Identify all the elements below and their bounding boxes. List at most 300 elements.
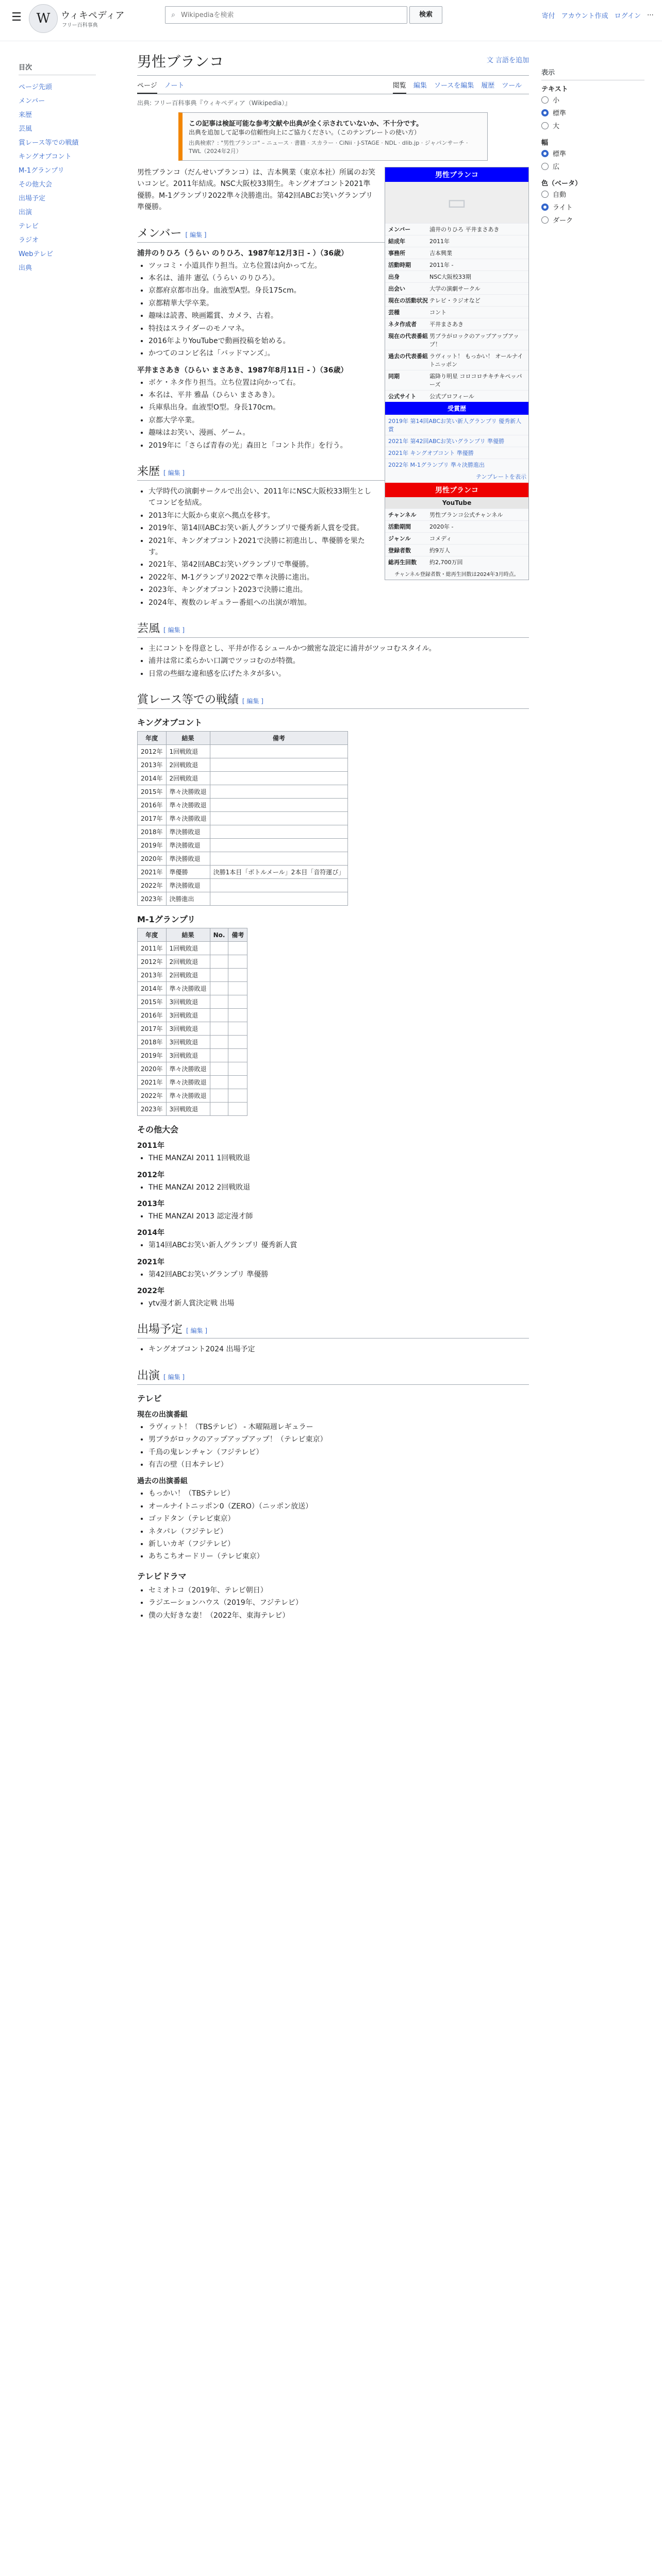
list-item: • 兵庫県出身。血液型O型。身長170cm。 — [148, 402, 529, 413]
award-item[interactable]: 2019年 第14回ABCお笑い新人グランプリ 優秀新人賞 — [385, 415, 528, 435]
awards-header: 受賞歴 — [385, 402, 528, 415]
infobox-value: テレビ・ラジオなど — [429, 297, 481, 304]
search-input[interactable] — [181, 11, 407, 19]
infobox-row — [385, 223, 528, 235]
infobox-row — [385, 294, 528, 306]
table-cell — [210, 839, 348, 852]
other-list — [148, 1298, 529, 1309]
table-cell — [228, 969, 247, 982]
list-item: • 京都大学卒業。 — [148, 415, 529, 426]
table-cell: 2016年 — [138, 1009, 167, 1022]
infobox-key: メンバー — [388, 226, 411, 233]
table-row — [138, 1009, 247, 1022]
login-link[interactable]: ログイン — [614, 12, 641, 20]
table-cell — [210, 825, 348, 839]
infobox-value: 大学の演劇サークル — [429, 285, 481, 292]
wikipedia-logo-icon[interactable]: W — [29, 4, 58, 33]
tv-current-heading: 現在の出演番組 — [137, 1410, 188, 1419]
toc-sidebar — [19, 62, 96, 274]
table-row — [138, 1103, 247, 1116]
toc-item[interactable]: ラジオ — [19, 236, 39, 244]
youtube-value: 2020年 - — [429, 523, 454, 530]
table-row — [138, 892, 348, 906]
option-label: 自動 — [553, 191, 567, 199]
table-cell — [228, 1103, 247, 1116]
drama-list — [148, 1585, 529, 1621]
tv-current-list — [148, 1421, 529, 1471]
table-row — [138, 955, 247, 969]
infobox-row — [385, 306, 528, 318]
table-row — [138, 1062, 247, 1076]
appearance-option[interactable] — [541, 106, 644, 119]
appearance-option[interactable] — [541, 93, 644, 106]
toc-item[interactable]: 出演 — [19, 209, 32, 216]
table-cell — [210, 892, 348, 906]
table-cell: 3回戦敗退 — [166, 1009, 210, 1022]
section-other: その他大会 — [137, 1125, 179, 1135]
toc-item[interactable]: 出典 — [19, 264, 32, 272]
table-cell: 2020年 — [138, 1062, 167, 1076]
text-size-label: テキスト — [541, 86, 568, 93]
upcoming-list — [148, 1344, 529, 1355]
list-item: • 2021年、第42回ABCお笑いグランプリで準優勝。 — [148, 559, 529, 570]
table-cell: 2021年 — [138, 866, 167, 879]
table-cell: 2回戦敗退 — [166, 772, 210, 785]
table-cell: 3回戦敗退 — [166, 1049, 210, 1062]
section-m1: M-1グランプリ — [137, 914, 196, 925]
other-contests — [137, 1140, 529, 1309]
toc-item[interactable]: 出場予定 — [19, 195, 46, 202]
infobox-key: 事務所 — [388, 250, 405, 257]
table-row — [138, 758, 348, 772]
search-button[interactable]: 検索 — [409, 6, 442, 24]
table-cell: 1回戦敗退 — [166, 942, 210, 955]
table-cell — [210, 758, 348, 772]
option-label: 小 — [553, 97, 560, 105]
infobox-row — [385, 318, 528, 330]
infobox-row — [385, 259, 528, 270]
toc-item[interactable]: 芸風 — [19, 125, 32, 133]
personal-tools — [542, 10, 654, 20]
infobox-key: 公式サイト — [388, 393, 417, 400]
other-list — [148, 1153, 529, 1164]
table-header-cell: 年度 — [138, 928, 167, 942]
youtube-row — [385, 520, 528, 532]
table-cell: 決勝進出 — [166, 892, 210, 906]
table-cell — [210, 1049, 228, 1062]
toc-item[interactable]: メンバー — [19, 97, 45, 105]
option-label: 標準 — [553, 110, 567, 117]
table-cell: 2012年 — [138, 745, 167, 758]
list-item: • ゴッドタン（テレビ東京） — [148, 1513, 529, 1524]
edit-link[interactable]: [ 編集 ] — [185, 231, 207, 239]
table-row — [138, 866, 348, 879]
edit-link[interactable]: [ 編集 ] — [186, 1327, 208, 1335]
table-header-cell: 備考 — [210, 732, 348, 745]
tab-edit[interactable]: 編集 — [413, 82, 427, 90]
page-title-text: 男性ブランコ — [137, 53, 224, 70]
table-row — [138, 772, 348, 785]
youtube-key: 総再生回数 — [388, 559, 417, 566]
table-row — [138, 745, 348, 758]
infobox — [385, 167, 529, 580]
youtube-subheader: YouTube — [385, 497, 528, 509]
table-cell: 2019年 — [138, 839, 167, 852]
table-header-cell: No. — [210, 928, 228, 942]
infobox-title: 男性ブランコ — [385, 167, 528, 182]
table-row — [138, 812, 348, 825]
table-row — [138, 1036, 247, 1049]
table-row — [138, 839, 348, 852]
section-history-title: 来歴 — [137, 465, 160, 479]
table-cell: 2013年 — [138, 758, 167, 772]
list-item: • 新しいカギ（フジテレビ） — [148, 1538, 529, 1550]
section-style — [137, 620, 529, 638]
table-header-cell: 結果 — [166, 928, 210, 942]
table-row — [138, 825, 348, 839]
appearance-panel — [541, 62, 644, 226]
list-item: • ネタパレ（フジテレビ） — [148, 1526, 529, 1537]
list-item: • オールナイトニッポン0（ZERO）（ニッポン放送） — [148, 1501, 529, 1512]
table-row — [138, 1076, 247, 1089]
award-item[interactable]: 2021年 キングオブコント 準優勝 — [385, 447, 528, 459]
radio-icon[interactable] — [541, 109, 549, 116]
table-cell: 2017年 — [138, 1022, 167, 1036]
refimprove-notice — [178, 112, 488, 161]
toc-item[interactable]: テレビ — [19, 223, 39, 230]
tab-edit-source[interactable]: ソースを編集 — [434, 82, 474, 90]
table-cell: 2020年 — [138, 852, 167, 866]
table-row — [138, 982, 247, 995]
table-cell: 2022年 — [138, 1089, 167, 1103]
section-drama: テレビドラマ — [137, 1571, 187, 1581]
other-year: 2022年 — [137, 1287, 164, 1296]
table-cell: 2011年 — [138, 942, 167, 955]
infobox-value: NSC大阪校33期 — [429, 274, 471, 280]
list-item: • 2023年、キングオブコント2023で決勝に進出。 — [148, 584, 529, 596]
table-row — [138, 785, 348, 799]
infobox-key: 現在の活動状況 — [388, 297, 428, 304]
site-header — [0, 0, 662, 41]
table-cell: 3回戦敗退 — [166, 1103, 210, 1116]
table-cell: 2回戦敗退 — [166, 955, 210, 969]
table-header-row — [138, 732, 348, 745]
appearance-option[interactable] — [541, 188, 644, 200]
section-upcoming — [137, 1320, 529, 1338]
list-item: • 男ブラがロックのアップアップアップ！（テレビ東京） — [148, 1434, 529, 1445]
koc-table — [137, 731, 348, 906]
table-cell: 3回戦敗退 — [166, 1036, 210, 1049]
radio-icon[interactable] — [541, 163, 549, 170]
table-header-row — [138, 928, 247, 942]
tv-past-list — [148, 1488, 529, 1562]
table-cell: 2012年 — [138, 955, 167, 969]
youtube-key: 活動期間 — [388, 523, 411, 530]
list-item: • ytv漫才新人賞決定戦 出場 — [148, 1298, 529, 1309]
list-item: • 2022年、M-1グランプリ2022で準々決勝に進出。 — [148, 572, 529, 583]
table-row — [138, 995, 247, 1009]
option-label: 標準 — [553, 150, 567, 158]
youtube-value: 約9万人 — [429, 547, 450, 554]
list-item: • ツッコミ・小道具作り担当。立ち位置は向かって左。 — [148, 260, 529, 272]
infobox-key: 現在の代表番組 — [388, 333, 428, 340]
table-cell: 2013年 — [138, 969, 167, 982]
list-item: • 2019年に「さらば青春の光」森田と「コント共作」を行う。 — [148, 440, 529, 451]
table-cell: 決勝1本目「ボトルメール」2本目「音符運び」 — [210, 866, 348, 879]
table-cell: 2017年 — [138, 812, 167, 825]
appearance-title: 表示 — [541, 67, 644, 80]
toc-item[interactable]: 来歴 — [19, 111, 32, 119]
table-cell: 準々決勝敗退 — [166, 1062, 210, 1076]
table-cell: 2018年 — [138, 825, 167, 839]
member1-name: 浦井のりひろ（うらい のりひろ、1987年12月3日 - ）（36歳） — [137, 249, 349, 258]
list-item: • 特技はスライダーのモノマネ。 — [148, 323, 529, 334]
edit-link[interactable]: [ 編集 ] — [163, 626, 185, 634]
other-year: 2013年 — [137, 1199, 164, 1208]
table-cell: 準々決勝敗退 — [166, 1076, 210, 1089]
infobox-value: 浦井のりひろ 平井まさあき — [429, 226, 500, 233]
main-content — [137, 41, 529, 1625]
page-title — [137, 41, 529, 76]
table-cell — [228, 982, 247, 995]
toc-item[interactable]: 賞レース等での戦績 — [19, 139, 79, 147]
table-cell: 2023年 — [138, 1103, 167, 1116]
infobox-value: コント — [429, 309, 446, 316]
list-item: • ボケ・ネタ作り担当。立ち位置は向かって右。 — [148, 377, 529, 388]
tab-tools[interactable]: ツール — [502, 82, 522, 90]
notice-head: この記事は検証可能な参考文献や出典が全く示されていないか、不十分です。 — [189, 120, 423, 128]
other-year: 2012年 — [137, 1171, 164, 1179]
list-item: • 本名は、平井 雅晶（ひらい まさあき）。 — [148, 389, 529, 401]
more-options-icon[interactable]: ⋯ — [647, 11, 654, 19]
youtube-row — [385, 544, 528, 556]
other-list — [148, 1269, 529, 1280]
table-cell — [210, 942, 228, 955]
toc-item[interactable]: M-1グランプリ — [19, 167, 64, 175]
section-appear — [137, 1367, 529, 1385]
infobox-value: 2011年 — [429, 238, 450, 245]
youtube-value: コメディ — [429, 535, 452, 542]
color-label: 色（ベータ） — [541, 180, 582, 188]
youtube-row — [385, 556, 528, 568]
toc-item[interactable]: ページ先頭 — [19, 83, 52, 91]
table-cell — [210, 879, 348, 892]
list-item: • 趣味は読書、映画鑑賞、カメラ、古着。 — [148, 310, 529, 321]
infobox-key: 出会い — [388, 285, 405, 292]
table-cell — [228, 1049, 247, 1062]
infobox-key: ネタ作成者 — [388, 321, 417, 328]
option-label: ライト — [553, 204, 573, 212]
style-list — [148, 643, 529, 680]
infobox-row — [385, 390, 528, 402]
table-row — [138, 852, 348, 866]
list-item: • 日常の些細な違和感を広げたネタが多い。 — [148, 668, 529, 680]
appearance-option[interactable] — [541, 200, 644, 213]
edit-link[interactable]: [ 編集 ] — [163, 469, 185, 477]
table-cell — [228, 955, 247, 969]
table-cell — [210, 1062, 228, 1076]
section-members-title: メンバー — [137, 227, 182, 240]
tab-read[interactable]: 閲覧 — [393, 82, 406, 94]
toc-item[interactable]: Webテレビ — [19, 250, 54, 258]
list-item: • 浦井は常に柔らかい口調でツッコむのが特徴。 — [148, 655, 529, 667]
infobox-value: 吉本興業 — [429, 250, 452, 257]
infobox-value: ラヴィット！ もっかい！ オールナイトニッポン — [429, 353, 523, 368]
list-item: • 主にコントを得意とし、平井が作るシュールかつ緻密な設定に浦井がツッコむスタイル。 — [148, 643, 529, 654]
table-cell: 準決勝敗退 — [166, 852, 210, 866]
table-cell — [210, 982, 228, 995]
radio-icon[interactable] — [541, 191, 549, 198]
list-item: • 第42回ABCお笑いグランプリ 準優勝 — [148, 1269, 529, 1280]
youtube-note: チャンネル登録者数・総再生回数は2024年3月時点。 — [394, 572, 519, 578]
toc-title: 目次 — [19, 62, 96, 75]
list-item: • 趣味はお笑い、漫画、ゲーム。 — [148, 427, 529, 438]
appearance-option[interactable] — [541, 213, 644, 226]
list-item: • 2016年よりYouTubeで動画投稿を始める。 — [148, 335, 529, 347]
table-cell — [210, 745, 348, 758]
table-cell: 2014年 — [138, 772, 167, 785]
toc-item[interactable]: キングオブコント — [19, 153, 72, 161]
youtube-row — [385, 532, 528, 544]
member2-name: 平井まさあき（ひらい まさあき、1987年8月11日 - ）（36歳） — [137, 366, 348, 375]
add-language-link[interactable]: 文 言語を追加 — [486, 57, 529, 64]
create-account-link[interactable]: アカウント作成 — [561, 12, 608, 20]
award-item[interactable]: 2022年 M-1グランプリ 準々決勝進出 — [385, 459, 528, 470]
table-row — [138, 1022, 247, 1036]
table-cell: 1回戦敗退 — [166, 745, 210, 758]
award-item[interactable]: 2021年 第42回ABCお笑いグランプリ 準優勝 — [385, 435, 528, 447]
appearance-option[interactable] — [541, 119, 644, 132]
table-cell — [228, 1009, 247, 1022]
list-item: • 千鳥の鬼レンチャン（フジテレビ） — [148, 1447, 529, 1458]
other-list — [148, 1211, 529, 1222]
list-item: • THE MANZAI 2013 認定漫才師 — [148, 1211, 529, 1222]
list-item: • 第14回ABCお笑い新人グランプリ 優秀新人賞 — [148, 1240, 529, 1251]
infobox-value: 男ブラがロックのアップアップアップ！ — [429, 333, 519, 348]
infobox-row — [385, 235, 528, 247]
table-cell: 2019年 — [138, 1049, 167, 1062]
tab-history[interactable]: 履歴 — [481, 82, 495, 90]
list-item: • ラヴィット！（TBSテレビ） - 木曜隔週レギュラー — [148, 1421, 529, 1433]
edit-link[interactable]: [ 編集 ] — [163, 1373, 185, 1381]
tab-talk[interactable]: ノート — [164, 82, 185, 90]
youtube-key: チャンネル — [388, 512, 417, 518]
logo-title[interactable]: ウィキペディア — [61, 10, 125, 21]
option-label: ダーク — [553, 217, 573, 225]
radio-icon[interactable] — [541, 150, 549, 157]
list-item: • 大学時代の演劇サークルで出会い、2011年にNSC大阪校33期生としてコンビを結成。 — [148, 486, 529, 509]
infobox-row — [385, 350, 528, 370]
table-cell — [228, 1022, 247, 1036]
table-cell — [210, 1036, 228, 1049]
table-header-cell: 備考 — [228, 928, 247, 942]
notice-sub: 出典検索？: "男性ブランコ" – ニュース · 書籍 · スカラー · CiNii · J-STAGE · NDL · dlib.jp · ジャパンサーチ · TWL（2024年2月） — [189, 140, 468, 155]
infobox-image-placeholder-icon: ▭ — [385, 182, 528, 223]
other-year: 2021年 — [137, 1258, 164, 1266]
infobox-value: 公式プロフィール — [429, 393, 474, 400]
list-item: • 本名は、浦井 憲弘（うらい のりひろ）。 — [148, 273, 529, 284]
page-source-note: 出典: フリー百科事典『ウィキペディア（Wikipedia）』 — [137, 99, 291, 107]
list-item: • 2024年、複数のレギュラー番組への出演が増加。 — [148, 597, 529, 608]
table-cell: 3回戦敗退 — [166, 995, 210, 1009]
list-item: • 2013年に大阪から東京へ拠点を移す。 — [148, 510, 529, 521]
table-cell: 2022年 — [138, 879, 167, 892]
section-appear-title: 出演 — [137, 1369, 160, 1382]
youtube-header: 男性ブランコ — [385, 483, 528, 497]
other-year: 2014年 — [137, 1229, 164, 1238]
table-cell: 準々決勝敗退 — [166, 812, 210, 825]
table-row — [138, 942, 247, 955]
section-koc: キングオブコント — [137, 718, 203, 728]
table-cell: 準々決勝敗退 — [166, 799, 210, 812]
table-cell: 準優勝 — [166, 866, 210, 879]
table-cell — [210, 1076, 228, 1089]
infobox-row — [385, 270, 528, 282]
list-item: • キングオブコント2024 出場予定 — [148, 1344, 529, 1355]
radio-icon[interactable] — [541, 122, 549, 129]
table-cell — [210, 799, 348, 812]
table-cell: 2015年 — [138, 995, 167, 1009]
table-cell — [228, 1036, 247, 1049]
infobox-value: 霜降り明星 コロコロチキチキペッパーズ — [429, 373, 522, 388]
infobox-key: 結成年 — [388, 238, 405, 245]
option-label: 大 — [553, 123, 560, 130]
notice-body: 出典を追加して記事の信頼性向上にご協力ください。（このテンプレートの使い方） — [189, 129, 420, 136]
table-cell: 準決勝敗退 — [166, 839, 210, 852]
search-icon: ⌕ — [171, 11, 175, 19]
edit-link[interactable]: [ 編集 ] — [242, 698, 263, 705]
list-item: • ラジエーションハウス（2019年、フジテレビ） — [148, 1597, 529, 1608]
search-box[interactable] — [165, 6, 407, 24]
appearance-option[interactable] — [541, 160, 644, 173]
list-item: • 有吉の壁（日本テレビ） — [148, 1459, 529, 1470]
table-cell: 2021年 — [138, 1076, 167, 1089]
other-list — [148, 1240, 529, 1251]
logo-subtitle: フリー百科事典 — [62, 23, 98, 28]
radio-icon[interactable] — [541, 204, 549, 211]
donate-link[interactable]: 寄付 — [541, 12, 555, 20]
appearance-option[interactable] — [541, 147, 644, 160]
radio-icon[interactable] — [541, 216, 549, 224]
infobox-key: 同期 — [388, 373, 400, 380]
list-item: • あちこちオードリー（テレビ東京） — [148, 1551, 529, 1562]
table-row — [138, 879, 348, 892]
table-cell — [210, 995, 228, 1009]
table-cell — [210, 1022, 228, 1036]
table-cell: 3回戦敗退 — [166, 1022, 210, 1036]
list-item: • THE MANZAI 2012 2回戦敗退 — [148, 1182, 529, 1193]
toc-item[interactable]: その他大会 — [19, 181, 53, 189]
section-tv: テレビ — [137, 1393, 162, 1403]
page-tabs — [137, 76, 529, 94]
table-cell: 準々決勝敗退 — [166, 982, 210, 995]
template-link[interactable]: テンプレートを表示 — [475, 473, 526, 480]
list-item: • 2019年、第14回ABCお笑い新人グランプリで優秀新人賞を受賞。 — [148, 522, 529, 534]
table-cell: 2014年 — [138, 982, 167, 995]
menu-icon[interactable]: ☰ — [11, 11, 22, 24]
table-cell — [228, 942, 247, 955]
table-cell — [210, 785, 348, 799]
radio-icon[interactable] — [541, 96, 549, 104]
table-cell — [228, 1089, 247, 1103]
tab-page[interactable]: ページ — [137, 82, 157, 94]
table-cell — [210, 772, 348, 785]
table-cell — [210, 969, 228, 982]
list-item: • セミオトコ（2019年、テレビ朝日） — [148, 1585, 529, 1596]
table-cell — [210, 1103, 228, 1116]
list-item: • 京都精華大学卒業。 — [148, 298, 529, 309]
table-cell — [210, 812, 348, 825]
